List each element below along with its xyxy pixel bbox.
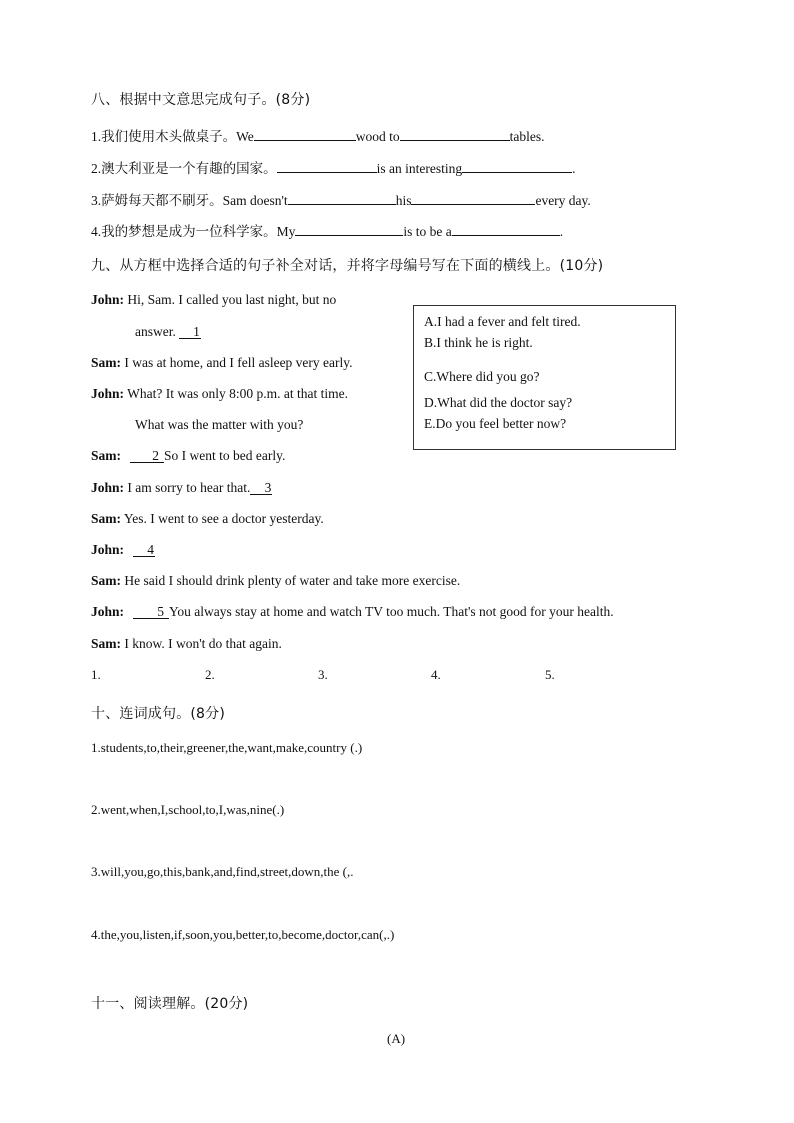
dialogue-text: answer.	[135, 324, 176, 339]
s8-item-4-end: .	[559, 224, 564, 239]
dialogue-text: I was at home, and I fell asleep very early.	[121, 355, 353, 370]
answer-label-3: 3.	[318, 667, 328, 682]
dialogue-text: So I went to bed early.	[164, 448, 286, 463]
option-b: B.I think he is right.	[424, 335, 533, 350]
s8-item-1-end: tables.	[509, 129, 545, 144]
s10-item-2: 2.went,when,I,school,to,I,was,nine(.)	[91, 802, 285, 817]
dialogue-line-2	[135, 324, 201, 340]
section-9-heading: 九、从方框中选择合适的句子补全对话，并将字母编号写在下面的横线上。(10分)	[91, 258, 604, 274]
s8-item-4-prefix: 4.我的梦想是成为一位科学家。My	[91, 224, 296, 239]
answer-label-4: 4.	[431, 667, 441, 682]
s8-item-3-blank-2[interactable]	[411, 192, 535, 205]
dialogue-line-10	[91, 573, 460, 589]
s8-item-4-blank-1[interactable]	[295, 223, 403, 236]
speaker-sam: Sam:	[91, 355, 121, 370]
option-d: D.What did the doctor say?	[424, 395, 573, 410]
dialogue-line-6	[91, 448, 285, 464]
s8-item-2	[91, 157, 575, 177]
dialogue-text: He said I should drink plenty of water and take more exercise.	[121, 573, 461, 588]
speaker-john: John:	[91, 480, 125, 495]
s8-item-4-mid: is to be a	[403, 224, 452, 239]
dialogue-text: I am sorry to hear that.	[124, 480, 251, 495]
passage-a-label: (A)	[387, 1031, 406, 1046]
s8-item-4-blank-2[interactable]	[452, 223, 560, 236]
dialogue-line-9	[91, 542, 155, 558]
answer-label-2: 2.	[205, 667, 215, 682]
speaker-john: John:	[91, 292, 125, 307]
s8-item-1-blank-1[interactable]	[254, 128, 356, 141]
s8-item-1	[91, 125, 545, 145]
dialogue-line-12	[91, 636, 282, 652]
s8-item-1-prefix: 1.我们使用木头做桌子。We	[91, 129, 254, 144]
blank-2[interactable]: 2	[130, 449, 164, 463]
dialogue-line-1	[91, 292, 336, 308]
s8-item-2-blank-1[interactable]	[277, 160, 377, 173]
s8-item-3-blank-1[interactable]	[288, 192, 396, 205]
answer-label-1: 1.	[91, 667, 101, 682]
blank-4[interactable]: 4	[133, 543, 155, 557]
dialogue-line-11	[91, 604, 614, 620]
speaker-sam: Sam:	[91, 636, 121, 651]
s8-item-2-prefix: 2.澳大利亚是一个有趣的国家。	[91, 161, 277, 176]
speaker-sam: Sam:	[91, 448, 121, 463]
dialogue-line-3	[91, 355, 353, 371]
dialogue-text: Yes. I went to see a doctor yesterday.	[121, 511, 324, 526]
blank-1[interactable]: 1	[179, 325, 201, 339]
section-11-heading: 十一、阅读理解。(20分)	[91, 996, 249, 1012]
s8-item-4	[91, 220, 563, 240]
dialogue-text: What? It was only 8:00 p.m. at that time.	[124, 386, 348, 401]
dialogue-line-7	[91, 480, 272, 496]
speaker-sam: Sam:	[91, 573, 121, 588]
blank-3[interactable]: 3	[250, 481, 272, 495]
dialogue-text: Hi, Sam. I called you last night, but no	[124, 292, 337, 307]
dialogue-line-8	[91, 511, 324, 527]
dialogue-line-5: What was the matter with you?	[135, 417, 304, 432]
s8-item-3	[91, 189, 591, 209]
speaker-john: John:	[91, 386, 125, 401]
section-8-heading: 八、根据中文意思完成句子。(8分)	[91, 92, 311, 108]
dialogue-text: I know. I won't do that again.	[121, 636, 282, 651]
s8-item-1-blank-2[interactable]	[400, 128, 510, 141]
dialogue-text: You always stay at home and watch TV too much. That's not good for your health.	[169, 604, 614, 619]
s10-item-1: 1.students,to,their,greener,the,want,make,country (.)	[91, 740, 363, 755]
answer-label-5: 5.	[545, 667, 555, 682]
dialogue-line-4	[91, 386, 348, 402]
blank-5[interactable]: 5	[133, 605, 169, 619]
option-c: C.Where did you go?	[424, 369, 540, 384]
speaker-sam: Sam:	[91, 511, 121, 526]
s10-item-4: 4.the,you,listen,if,soon,you,better,to,become,doctor,can(,.)	[91, 927, 395, 942]
speaker-john: John:	[91, 604, 125, 619]
option-a: A.I had a fever and felt tired.	[424, 314, 581, 329]
s8-item-3-prefix: 3.萨姆每天都不刷牙。Sam doesn't	[91, 193, 288, 208]
option-e: E.Do you feel better now?	[424, 416, 567, 431]
s8-item-2-end: .	[572, 161, 576, 176]
section-10-heading: 十、连词成句。(8分)	[91, 706, 226, 722]
s8-item-2-mid: is an interesting	[376, 161, 463, 176]
s8-item-2-blank-2[interactable]	[462, 160, 572, 173]
options-box	[413, 305, 676, 450]
speaker-john: John:	[91, 542, 125, 557]
s8-item-3-mid: his	[395, 193, 412, 208]
s8-item-3-end: every day.	[535, 193, 591, 208]
s10-item-3: 3.will,you,go,this,bank,and,find,street,down,the (,.	[91, 864, 354, 879]
s8-item-1-mid: wood to	[355, 129, 400, 144]
